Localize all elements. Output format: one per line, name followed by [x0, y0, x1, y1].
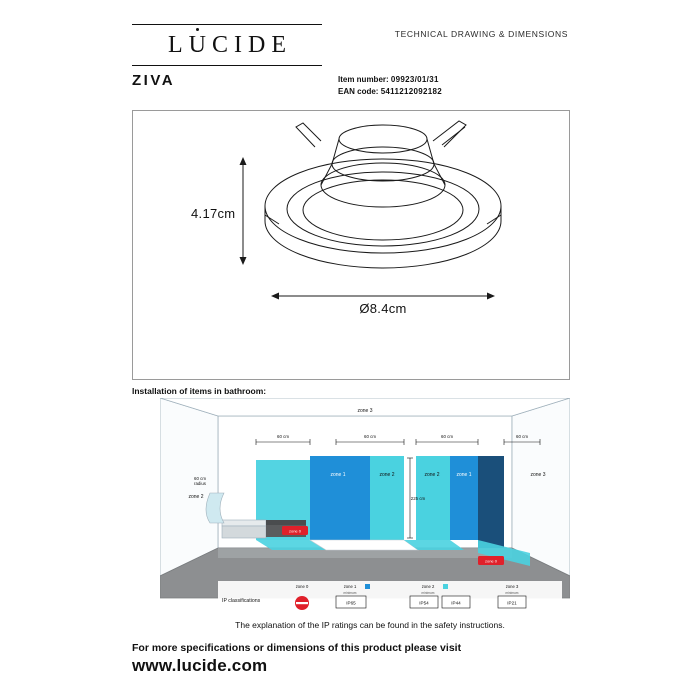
brand-logo-text: LUCIDE	[168, 31, 292, 58]
page-header	[132, 24, 568, 66]
footer-text: For more specifications or dimensions of this product please visit	[132, 642, 462, 654]
header-subtitle: TECHNICAL DRAWING & DIMENSIONS	[394, 29, 568, 39]
svg-text:zone 2: zone 2	[421, 584, 435, 589]
svg-text:zone 1: zone 1	[456, 472, 472, 478]
height-dimension-label: 4.17cm	[191, 206, 236, 221]
svg-text:225 cm: 225 cm	[410, 496, 426, 501]
svg-text:60 cm: 60 cm	[277, 434, 289, 439]
svg-text:60 cm: 60 cm	[441, 434, 453, 439]
svg-text:IP65: IP65	[346, 600, 356, 606]
svg-text:radius: radius	[194, 481, 206, 486]
bathroom-section-title: Installation of items in bathroom:	[132, 386, 267, 396]
diameter-dimension-label: Ø8.4cm	[359, 301, 407, 316]
svg-text:60 cm: 60 cm	[516, 434, 528, 439]
svg-text:zone 2: zone 2	[188, 494, 204, 500]
product-title-row	[132, 72, 568, 102]
logo-dot-icon	[196, 28, 199, 31]
svg-text:zone 1: zone 1	[343, 584, 357, 589]
svg-text:zone 0: zone 0	[295, 584, 309, 589]
svg-text:minimum: minimum	[343, 591, 357, 595]
page-title: ZIVA	[132, 72, 176, 89]
svg-text:IP44: IP44	[451, 600, 461, 606]
svg-text:IP54: IP54	[419, 600, 429, 606]
svg-text:60 cm: 60 cm	[194, 476, 206, 481]
svg-text:zone 0: zone 0	[288, 528, 302, 534]
footer-website[interactable]: www.lucide.com	[132, 656, 268, 675]
ean-value: 5411212092182	[380, 87, 442, 96]
technical-drawing-box	[132, 110, 570, 380]
svg-text:zone 3: zone 3	[530, 472, 546, 478]
svg-text:minimum: minimum	[421, 591, 435, 595]
svg-text:60 cm: 60 cm	[364, 434, 376, 439]
fixture-drawing	[133, 111, 567, 377]
bathroom-zone-illustration	[160, 398, 570, 623]
item-number-label: Item number:	[338, 75, 389, 84]
svg-text:zone 1: zone 1	[330, 472, 346, 478]
svg-text:zone 2: zone 2	[424, 472, 440, 478]
product-codes	[338, 74, 442, 98]
ip-explanation-caption: The explanation of the IP ratings can be found in the safety instructions.	[235, 620, 505, 630]
item-number-value: 09923/01/31	[390, 75, 439, 84]
svg-text:minimum: minimum	[505, 591, 519, 595]
svg-text:zone 3: zone 3	[505, 584, 519, 589]
page-footer	[132, 642, 568, 676]
bathroom-diagram	[160, 398, 570, 623]
zone3-top-label: zone 3	[357, 408, 373, 414]
brand-logo	[132, 24, 322, 66]
svg-text:IP21: IP21	[507, 600, 517, 606]
svg-text:zone 2: zone 2	[379, 472, 395, 478]
svg-text:zone 0: zone 0	[484, 558, 498, 564]
ip-classifications-label: IP classifications	[222, 598, 261, 604]
ean-label: EAN code:	[338, 87, 379, 96]
